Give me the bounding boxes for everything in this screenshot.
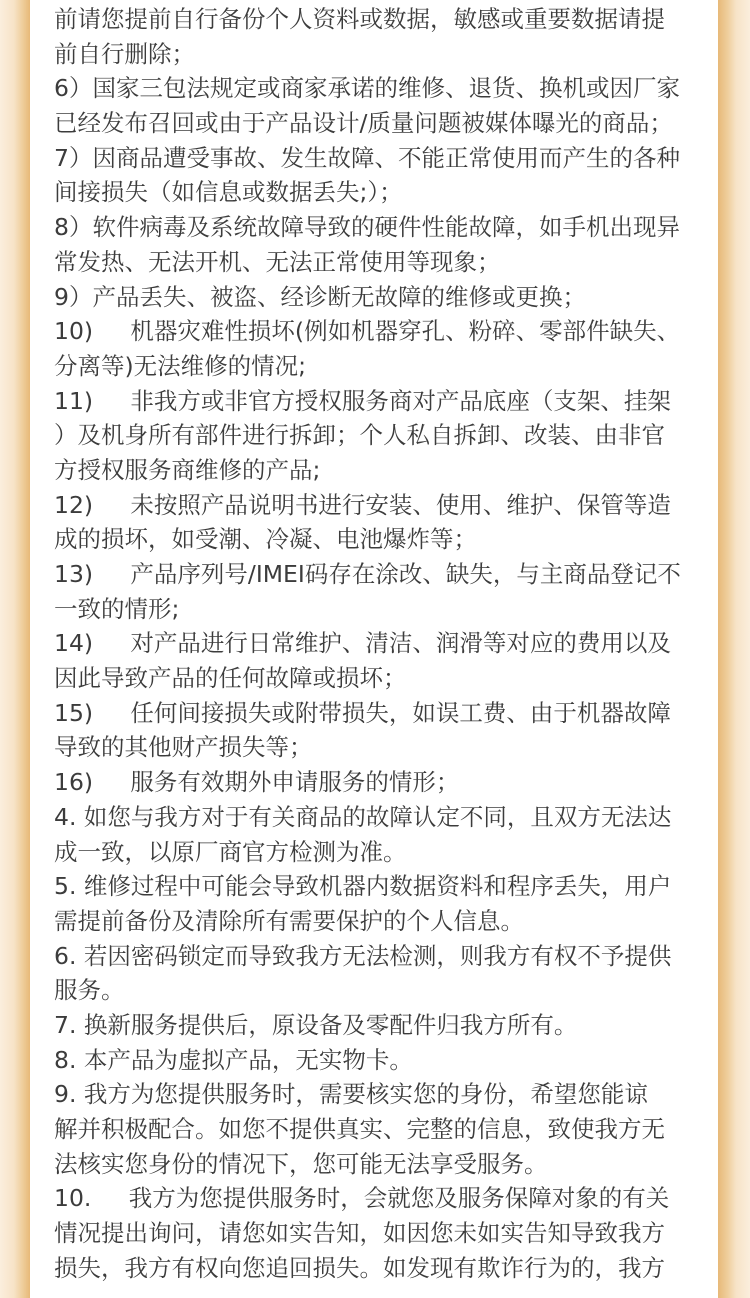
text-line: 8. 本产品为虚拟产品，无实物卡。 <box>54 1045 413 1074</box>
text-line: 16) 服务有效期外申请服务的情形； <box>54 768 460 797</box>
text-line: 导致的其他财产损失等； <box>54 733 313 762</box>
text-line: 10. 我方为您提供服务时，会就您及服务保障对象的有关 <box>54 1184 670 1213</box>
text-line: 12) 未按照产品说明书进行安装、使用、维护、保管等造 <box>54 490 671 519</box>
text-line: 10) 机器灾难性损坏(例如机器穿孔、粉碎、零部件缺失、 <box>54 317 681 346</box>
text-line: 7）因商品遭受事故、发生故障、不能正常使用而产生的各种 <box>54 143 680 172</box>
left-border <box>0 0 30 1298</box>
text-line: 解并积极配合。如您不提供真实、完整的信息，致使我方无 <box>54 1115 665 1143</box>
text-line: 间接损失（如信息或数据丢失;）； <box>54 178 403 207</box>
text-line: 常发热、无法开机、无法正常使用等现象； <box>54 247 501 276</box>
text-line: 因此导致产品的任何故障或损坏； <box>54 664 407 693</box>
right-border <box>718 0 750 1298</box>
text-line: 4. 如您与我方对于有关商品的故障认定不同，且双方无法达 <box>54 802 672 831</box>
text-line: 6）国家三包法规定或商家承诺的维修、退货、换机或因厂家 <box>54 74 680 103</box>
text-line: 14) 对产品进行日常维护、清洁、润滑等对应的费用以及 <box>54 629 671 658</box>
text-line: 成的损坏，如受潮、冷凝、电池爆炸等； <box>54 525 477 554</box>
text-line: 13) 产品序列号/IMEI码存在涂改、缺失，与主商品登记不 <box>54 560 681 588</box>
text-line: 一致的情形; <box>54 594 180 623</box>
text-line: 前自行删除； <box>54 39 195 68</box>
terms-panel <box>30 0 718 1298</box>
text-line: 情况提出询问，请您如实告知，如因您未如实告知导致我方 <box>54 1219 665 1248</box>
text-line: 8）软件病毒及系统故障导致的硬件性能故障，如手机出现异 <box>54 213 680 242</box>
text-line: 损失，我方有权向您追回损失。如发现有欺诈行为的，我方 <box>54 1253 665 1282</box>
text-line: 方授权服务商维修的产品; <box>54 455 321 484</box>
text-line: 7. 换新服务提供后，原设备及零配件归我方所有。 <box>54 1010 578 1039</box>
terms-text <box>54 2 694 1285</box>
text-line: 15) 任何间接损失或附带损失，如误工费、由于机器故障 <box>54 698 671 727</box>
text-line: 11) 非我方或非官方授权服务商对产品底座（支架、挂架 <box>54 386 671 415</box>
text-line: 9）产品丢失、被盗、经诊断无故障的维修或更换； <box>54 282 586 311</box>
text-line: 服务。 <box>54 976 125 1005</box>
text-line: 5. 维修过程中可能会导致机器内数据资料和程序丢失，用户 <box>54 872 672 901</box>
text-line: 已经发布召回或由于产品设计/质量问题被媒体曝光的商品； <box>54 109 673 138</box>
text-line: 9. 我方为您提供服务时，需要核实您的身份，希望您能谅 <box>54 1080 648 1109</box>
text-line: 需提前备份及清除所有需要保护的个人信息。 <box>54 906 524 935</box>
text-line: 6. 若因密码锁定而导致我方无法检测，则我方有权不予提供 <box>54 941 672 970</box>
text-line: 法核实您身份的情况下，您可能无法享受服务。 <box>54 1149 548 1178</box>
text-line: ）及机身所有部件进行拆卸；个人私自拆卸、改装、由非官 <box>54 421 665 450</box>
text-line: 成一致，以原厂商官方检测为准。 <box>54 837 407 866</box>
text-line: 分离等)无法维修的情况; <box>54 351 307 380</box>
text-line: 前请您提前自行备份个人资料或数据，敏感或重要数据请提 <box>54 5 665 33</box>
